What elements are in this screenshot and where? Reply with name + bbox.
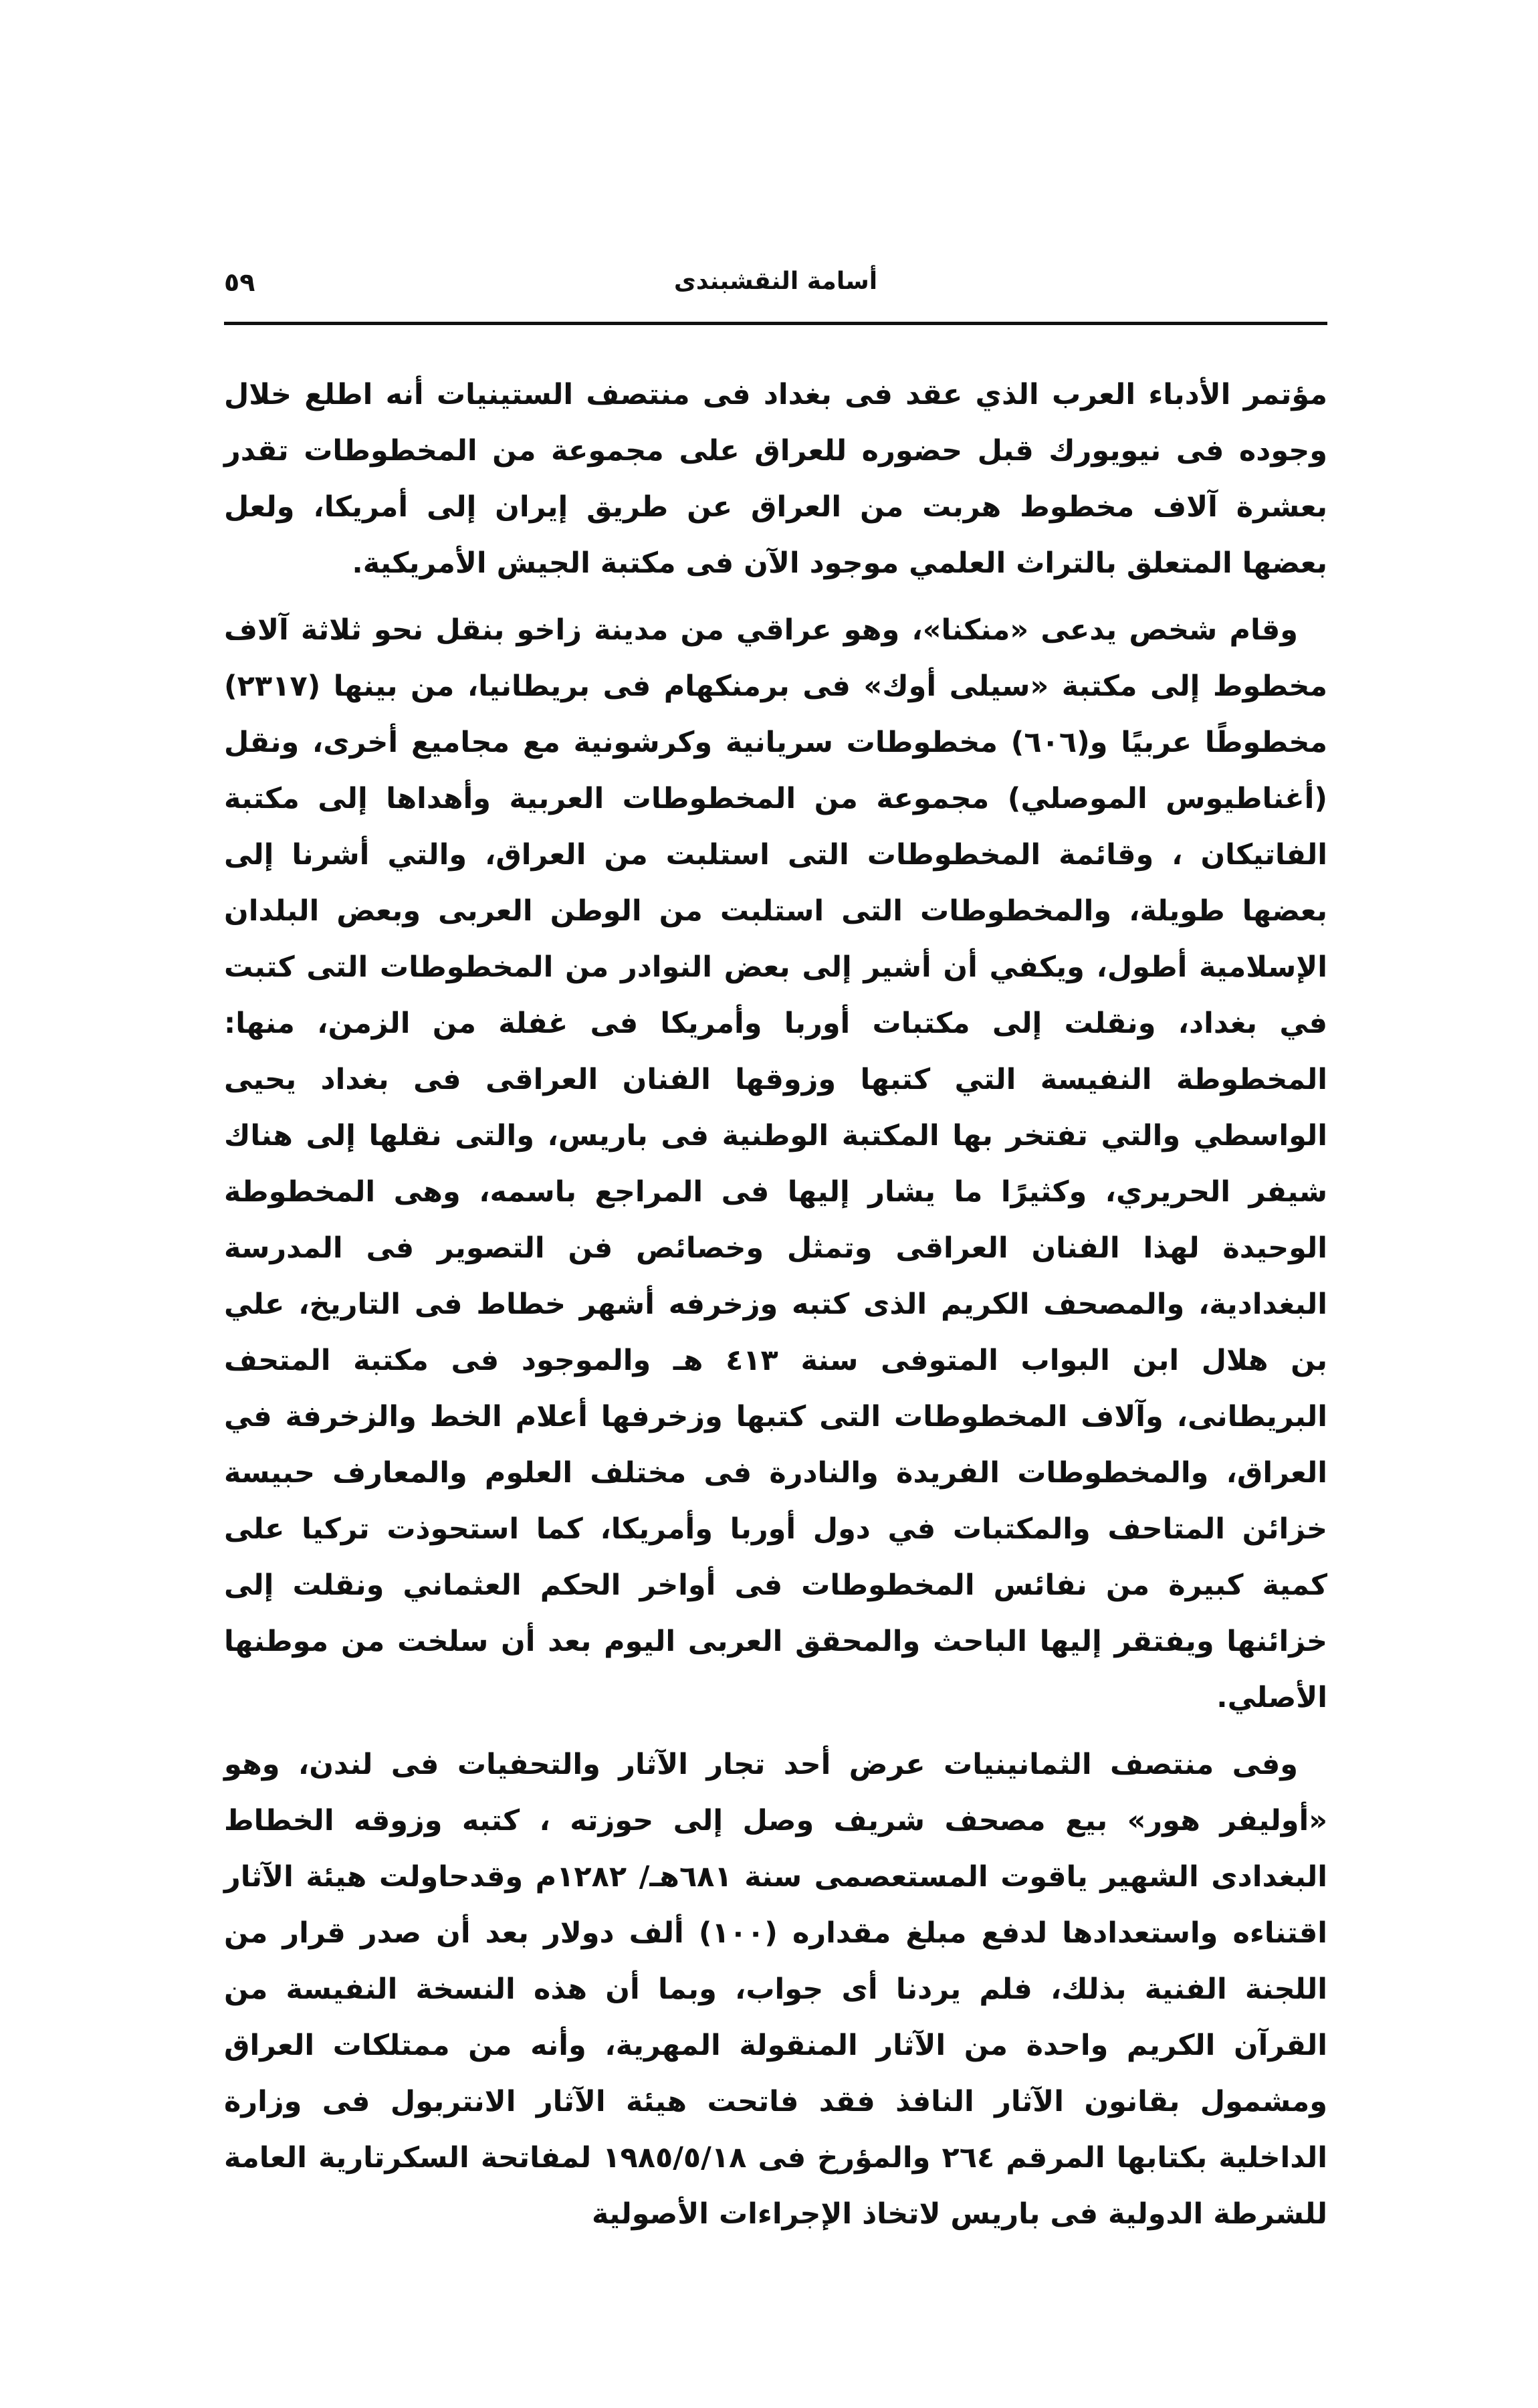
body-text [224, 367, 1327, 2242]
paragraph: وفى منتصف الثمانينيات عرض أحد تجار الآثار والتحفيات فى لندن، وهو «أوليفر هور» بيع مصحف شريف وصل إلى حوزته ، كتبه وزوقه الخطاط البغدادى الشهير ياقوت المستعصمى سنة ٦٨١هـ/ ١٢٨٢م وقدحاولت هيئة الآثار اقتناءه واستعدادها لدفع مبلغ مقداره (١٠٠) ألف دولار بعد أن صدر قرار من اللجنة الفنية بذلك، فلم يردنا أى جواب، وبما أن هذه النسخة النفيسة من القرآن الكريم واحدة من الآثار المنقولة المهرية، وأنه من ممتلكات العراق ومشمول بقانون الآثار النافذ فقد فاتحت هيئة الآثار الانتربول فى وزارة الداخلية بكتابها المرقم ٢٦٤ والمؤرخ فى ١٩٨٥/٥/١٨ لمفاتحة السكرتارية العامة للشرطة الدولية فى باريس لاتخاذ الإجراءات الأصولية [224, 1748, 1327, 2231]
page-number: ٥٩ [224, 268, 255, 297]
paragraph: وقام شخص يدعى «منكنا»، وهو عراقي من مدينة زاخو بنقل نحو ثلاثة آلاف مخطوط إلى مكتبة «سيلى أوك» فى برمنكهام فى بريطانيا، من بينها (٢٣١٧) مخطوطًا عربيًا و(٦٠٦) مخطوطات سريانية وكرشونية مع مجاميع أخرى، ونقل (أغناطيوس الموصلي) مجموعة من المخطوطات العربية وأهداها إلى مكتبة الفاتيكان ، وقائمة المخطوطات التى استلبت من العراق، والتي أشرنا إلى بعضها طويلة، والمخطوطات التى استلبت من الوطن العربى وبعض البلدان الإسلامية أطول، ويكفي أن أشير إلى بعض النوادر من المخطوطات التى كتبت في بغداد، ونقلت إلى مكتبات أوربا وأمريكا فى غفلة من الزمن، منها: المخطوطة النفيسة التي كتبها وزوقها الفنان العراقى فى بغداد يحيى الواسطي والتي تفتخر بها المكتبة الوطنية فى باريس، والتى نقلها إلى هناك شيفر الحريري، وكثيرًا ما يشار إليها فى المراجع باسمه، وهى المخطوطة الوحيدة لهذا الفنان العراقى وتمثل وخصائص فن التصوير فى المدرسة البغدادية، والمصحف الكريم الذى كتبه وزخرفه أشهر خطاط فى التاريخ، علي بن هلال ابن البواب المتوفى سنة ٤١٣ هـ والموجود فى مكتبة المتحف البريطانى، وآلاف المخطوطات التى كتبها وزخرفها أعلام الخط والزخرفة في العراق، والمخطوطات الفريدة والنادرة فى مختلف العلوم والمعارف حبيسة خزائن المتاحف والمكتبات في دول أوربا وأمريكا، كما استحوذت تركيا على كمية كبيرة من نفائس المخطوطات فى أواخر الحكم العثماني ونقلت إلى خزائنها ويفتقر إليها الباحث والمحقق العربى اليوم بعد أن سلخت من موطنها الأصلي. [224, 613, 1327, 1714]
page-header [224, 262, 1327, 316]
header-rule [224, 322, 1327, 325]
paragraph: مؤتمر الأدباء العرب الذي عقد فى بغداد فى منتصف الستينيات أنه اطلع خلال وجوده فى نيويورك قبل حضوره للعراق على مجموعة من المخطوطات تقدر بعشرة آلاف مخطوط هربت من العراق عن طريق إيران إلى أمريكا، ولعل بعضها المتعلق بالتراث العلمي موجود الآن فى مكتبة الجيش الأمريكية. [224, 378, 1327, 580]
running-head-author: أسامة النقشبندى [673, 268, 878, 295]
